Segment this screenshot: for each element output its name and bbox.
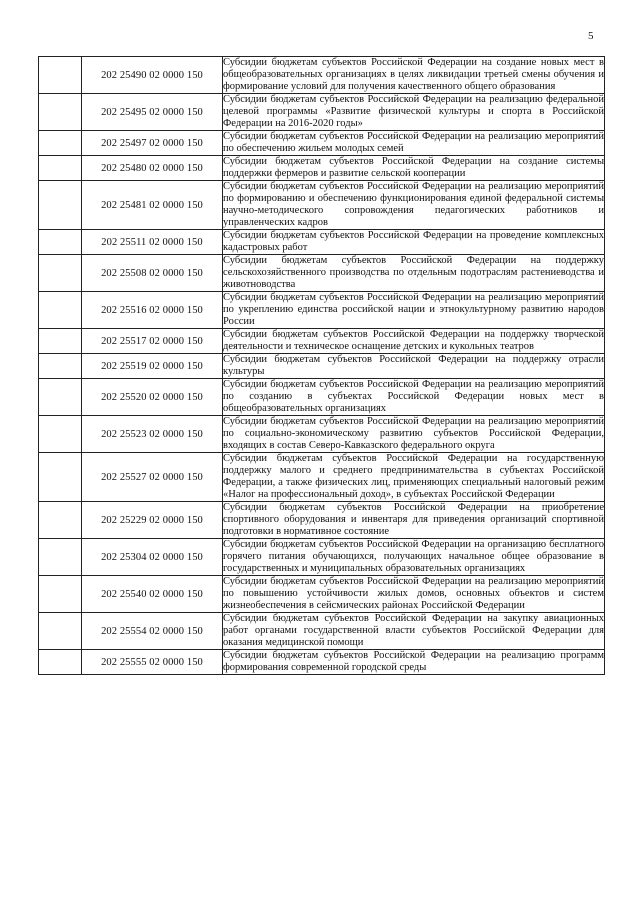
row-number-cell [39,650,82,675]
description-cell: Субсидии бюджетам субъектов Российской Федерации на создание системы поддержки фермеров и развитие сельской кооперации [223,156,604,179]
budget-code-cell: 202 25516 02 0000 150 [82,292,223,329]
description-cell: Субсидии бюджетам субъектов Российской Федерации на реализацию мероприятий по повышению устойчивости жилых домов, основных объектов и систем жизнеобеспечения в сейсмических районах Российской Федерации [223,576,604,611]
row-number-cell [39,354,82,379]
description-cell: Субсидии бюджетам субъектов Российской Федерации на закупку авиационных работ органами государственной власти субъектов Российской Федерации для оказания медицинской помощи [223,613,604,648]
row-number-cell [39,156,82,181]
table-body [39,57,605,675]
description-cell: Субсидии бюджетам субъектов Российской Федерации на приобретение спортивного оборудования и инвентаря для приведения организаций спортивной подготовки в нормативное состояние [223,502,604,537]
row-number-cell [39,539,82,576]
row-number-cell [39,230,82,255]
row-number-cell [39,255,82,292]
table-row [39,453,605,502]
table-row [39,613,605,650]
row-number-cell [39,329,82,354]
table-row [39,354,605,379]
row-number-cell [39,57,82,94]
row-number-cell [39,576,82,613]
budget-code-cell: 202 25527 02 0000 150 [82,453,223,502]
row-number-cell [39,181,82,230]
row-number-cell [39,502,82,539]
description-cell: Субсидии бюджетам субъектов Российской Федерации на реализацию программ формирования современной городской среды [223,650,604,673]
table-row [39,329,605,354]
budget-code-cell: 202 25495 02 0000 150 [82,94,223,131]
description-cell: Субсидии бюджетам субъектов Российской Федерации на государственную поддержку малого и среднего предпринимательства в субъектах Российской Федерации, а также физических лиц, применяющих специальный налоговый режим «Налог на профессиональный доход», в субъектах Российской Федерации [223,453,604,500]
description-cell: Субсидии бюджетам субъектов Российской Федерации на организацию бесплатного горячего питания обучающихся, получающих начальное общее образование в государственных и муниципальных образовательных организациях [223,539,604,574]
budget-code-cell: 202 25304 02 0000 150 [82,539,223,576]
budget-code-cell: 202 25508 02 0000 150 [82,255,223,292]
description-cell: Субсидии бюджетам субъектов Российской Федерации на реализацию мероприятий по формированию и обеспечению функционирования единой федеральной системы научно-методического сопровождения педагогических работников и управленческих кадров [223,181,604,228]
table-row [39,181,605,230]
table-row [39,255,605,292]
description-cell: Субсидии бюджетам субъектов Российской Федерации на реализацию федеральной целевой программы «Развитие физической культуры и спорта в Российской Федерации на 2016-2020 годы» [223,94,604,129]
table-row [39,502,605,539]
description-cell: Субсидии бюджетам субъектов Российской Федерации на поддержку отрасли культуры [223,354,604,377]
description-cell: Субсидии бюджетам субъектов Российской Федерации на реализацию мероприятий по обеспечению жильем молодых семей [223,131,604,154]
budget-code-cell: 202 25480 02 0000 150 [82,156,223,181]
row-number-cell [39,379,82,416]
table-row [39,379,605,416]
table-row [39,416,605,453]
table-row [39,650,605,675]
table-row [39,576,605,613]
budget-code-cell: 202 25481 02 0000 150 [82,181,223,230]
budget-code-cell: 202 25554 02 0000 150 [82,613,223,650]
budget-code-cell: 202 25497 02 0000 150 [82,131,223,156]
row-number-cell [39,94,82,131]
budget-code-cell: 202 25540 02 0000 150 [82,576,223,613]
budget-code-cell: 202 25517 02 0000 150 [82,329,223,354]
row-number-cell [39,131,82,156]
budget-code-cell: 202 25511 02 0000 150 [82,230,223,255]
table-row [39,94,605,131]
table-row [39,57,605,94]
budget-code-cell: 202 25490 02 0000 150 [82,57,223,94]
row-number-cell [39,453,82,502]
page-number: 5 [588,30,594,42]
description-cell: Субсидии бюджетам субъектов Российской Федерации на создание новых мест в общеобразовательных организациях в целях ликвидации третьей смены обучения и формирование условий для получения качественного общего образования [223,57,604,92]
description-cell: Субсидии бюджетам субъектов Российской Федерации на поддержку творческой деятельности и техническое оснащение детских и кукольных театров [223,329,604,352]
table-row [39,292,605,329]
row-number-cell [39,416,82,453]
description-cell: Субсидии бюджетам субъектов Российской Федерации на реализацию мероприятий по созданию в субъектах Российской Федерации новых мест в общеобразовательных организациях [223,379,604,414]
row-number-cell [39,292,82,329]
table-row [39,156,605,181]
budget-code-cell: 202 25555 02 0000 150 [82,650,223,675]
budget-code-cell: 202 25229 02 0000 150 [82,502,223,539]
table-row [39,539,605,576]
row-number-cell [39,613,82,650]
description-cell: Субсидии бюджетам субъектов Российской Федерации на проведение комплексных кадастровых работ [223,230,604,253]
budget-code-cell: 202 25520 02 0000 150 [82,379,223,416]
budget-code-cell: 202 25519 02 0000 150 [82,354,223,379]
description-cell: Субсидии бюджетам субъектов Российской Федерации на реализацию мероприятий по укреплению единства российской нации и этнокультурному развитию народов России [223,292,604,327]
budget-code-cell: 202 25523 02 0000 150 [82,416,223,453]
table-row [39,131,605,156]
description-cell: Субсидии бюджетам субъектов Российской Федерации на поддержку сельскохозяйственного производства по отдельным подотраслям растениеводства и животноводства [223,255,604,290]
description-cell: Субсидии бюджетам субъектов Российской Федерации на реализацию мероприятий по социально-экономическому развитию субъектов Российской Федерации, входящих в состав Северо-Кавказского федерального округа [223,416,604,451]
revenue-codes-table [38,56,605,675]
table-row [39,230,605,255]
